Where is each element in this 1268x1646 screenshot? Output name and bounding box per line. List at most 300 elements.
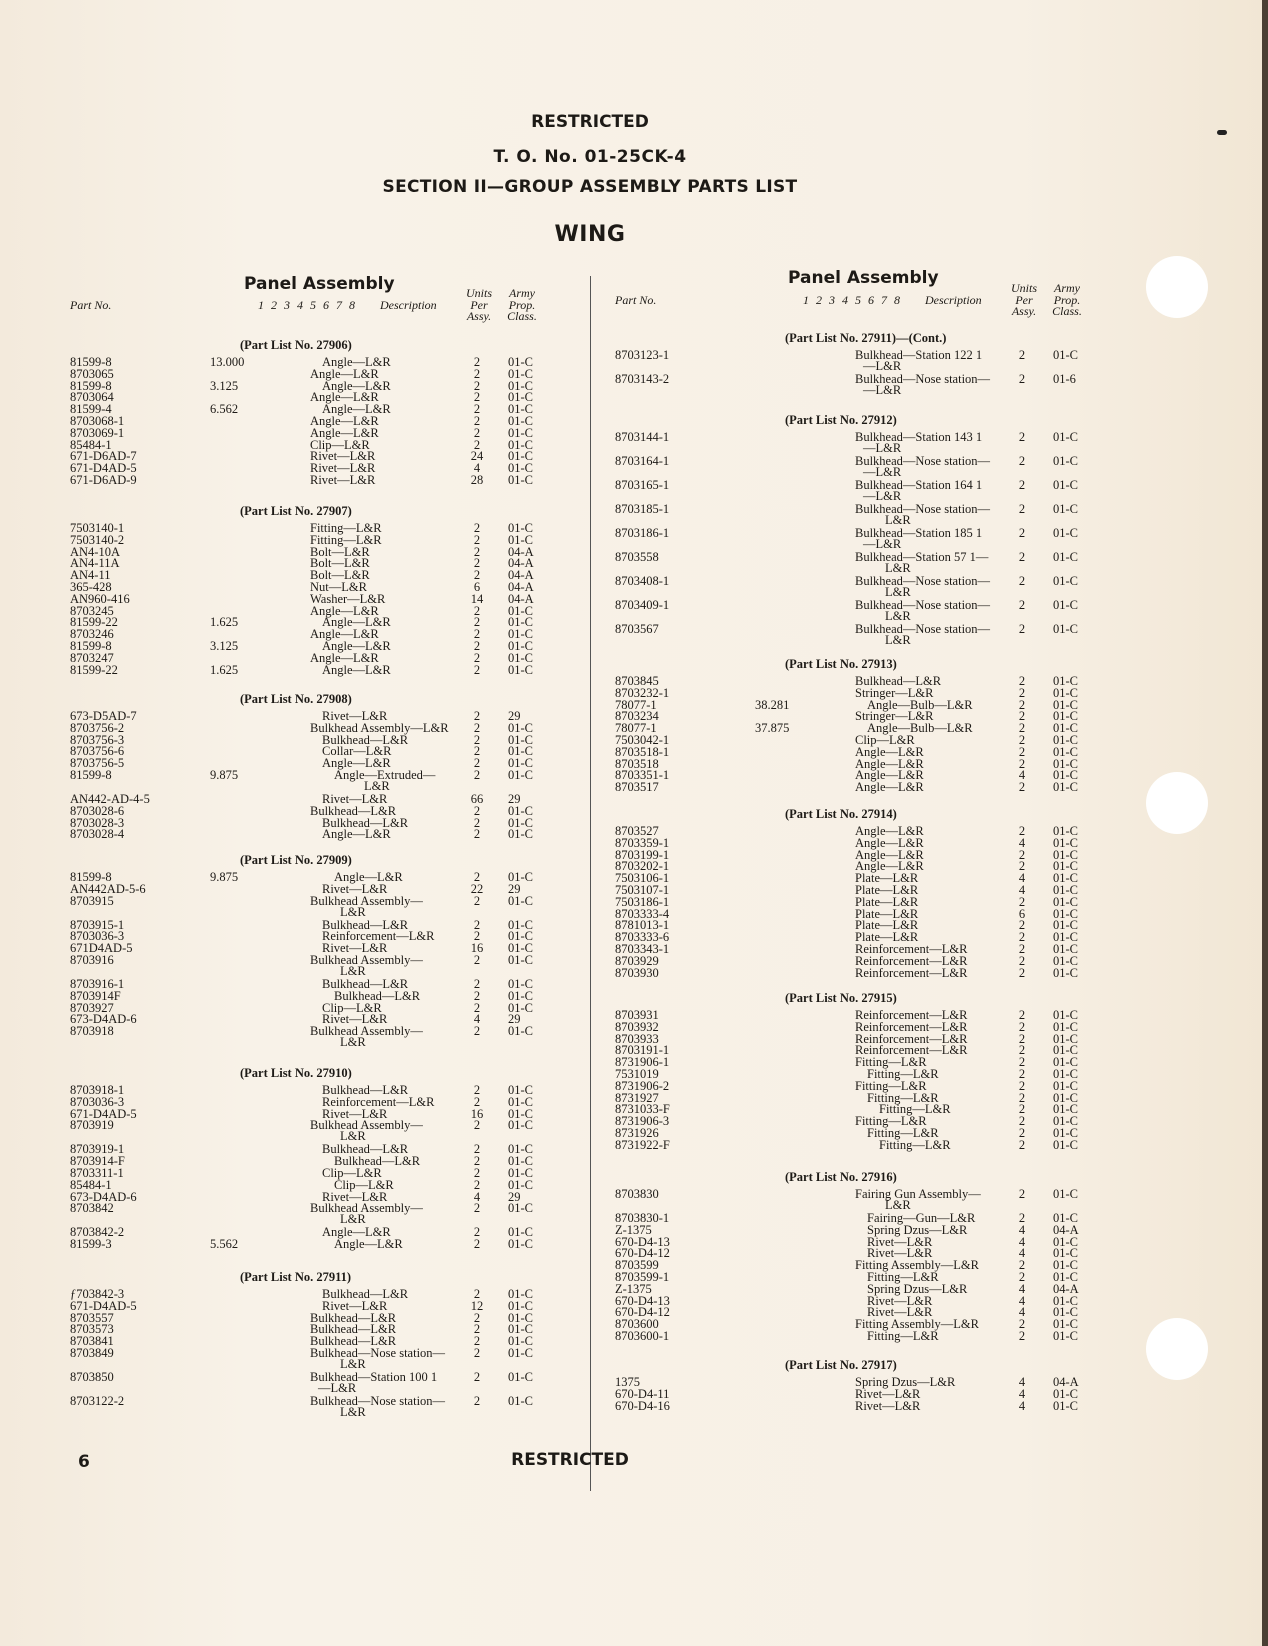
description: Fitting—L&R [867, 1126, 939, 1140]
description: Angle—L&R [310, 650, 379, 665]
units-per-assy: 2 [473, 1201, 481, 1216]
units-per-assy: 2 [473, 1118, 481, 1133]
description: Fitting—L&R [867, 1067, 939, 1081]
description: Spring Dzus—L&R [867, 1222, 968, 1237]
table-row [605, 1236, 1115, 1248]
table-row [605, 1295, 1115, 1307]
description: Reinforcement—L&R [322, 1094, 435, 1109]
army-prop-class: 01-C [1053, 1305, 1078, 1320]
army-prop-class: 01-C [508, 941, 533, 956]
army-prop-class: 01-C [1053, 697, 1078, 712]
army-prop-class: 29 [508, 1012, 521, 1027]
table-row [60, 745, 570, 757]
units-per-assy: 2 [1018, 1211, 1026, 1225]
part-number: 8703186-1 [615, 526, 670, 540]
units-per-assy: 4 [1018, 1281, 1026, 1296]
table-row-continuation [60, 1406, 570, 1418]
army-prop-class: 01-C [1053, 918, 1078, 933]
part-number: 8703933 [615, 1031, 659, 1046]
units-per-assy: 14 [470, 591, 484, 606]
table-row [60, 805, 570, 817]
army-prop-class: 01-C [1053, 1126, 1078, 1140]
part-number: 8703359-1 [615, 835, 670, 850]
description: Angle—L&R [322, 1225, 391, 1240]
army-prop-class: 01-C [508, 1166, 533, 1180]
table-row [605, 781, 1115, 793]
army-prop-class: 01-C [1053, 1031, 1078, 1046]
units-per-assy: 2 [473, 378, 481, 393]
part-number: 8703915-1 [70, 917, 125, 932]
description: Angle—L&R [310, 366, 379, 381]
part-number: 78077-1 [615, 697, 657, 712]
units-per-assy: 2 [473, 1094, 481, 1109]
army-prop-class: 01-C [508, 521, 533, 535]
army-prop-class: 01-C [508, 615, 533, 630]
units-per-assy: 4 [1018, 1305, 1026, 1320]
description: Angle—L&R [322, 355, 391, 369]
part-number: 670-D4-11 [615, 1386, 670, 1401]
army-prop-class: 01-C [508, 390, 533, 405]
part-number: 8703333-4 [615, 906, 670, 921]
army-prop-class: 01-C [1053, 348, 1078, 362]
part-number: AN960-416 [70, 591, 130, 606]
units-per-assy: 2 [1018, 598, 1026, 612]
table-row-continuation [605, 562, 1115, 574]
units-per-assy: 2 [473, 615, 481, 630]
army-prop-class: 01-C [1053, 721, 1078, 736]
army-prop-class: 01-C [1053, 430, 1078, 444]
binder-hole [1146, 772, 1208, 834]
page-edge [1262, 0, 1268, 1646]
description: Nut—L&R [310, 580, 367, 594]
army-prop-class: 01-C [1053, 871, 1078, 886]
army-prop-class: 01-C [508, 1201, 533, 1216]
table-row [605, 1400, 1115, 1412]
part-list-heading: (Part List No. 27914) [785, 807, 897, 821]
army-prop-class: 04-A [508, 580, 534, 594]
part-number: 8703845 [615, 674, 659, 688]
army-prop-class: 01-C [1053, 1067, 1078, 1081]
description: Angle—L&R [855, 768, 924, 783]
army-prop-class: 01-C [508, 744, 533, 759]
army-prop-class: 01-C [508, 1094, 533, 1109]
units-per-assy: 2 [473, 1370, 481, 1384]
description: Angle—L&R [855, 824, 924, 838]
units-per-assy: 4 [1018, 871, 1026, 886]
army-prop-class: 01-C [508, 1083, 533, 1097]
army-prop-class: 04-A [1053, 1222, 1079, 1237]
description: Angle—L&R [334, 1237, 403, 1252]
units-per-assy: 2 [1018, 372, 1026, 386]
part-number: 8731922-F [615, 1137, 670, 1152]
units-per-assy: 2 [1018, 1008, 1026, 1022]
army-prop-class: 29 [508, 709, 521, 723]
army-prop-class: 01-C [1053, 1398, 1078, 1413]
description: Angle—L&R [855, 744, 924, 759]
units-per-assy: 2 [473, 1334, 481, 1349]
units-per-assy: 2 [473, 1237, 481, 1252]
army-prop-class: 29 [508, 792, 521, 806]
description: Clip—L&R [322, 1166, 382, 1180]
units-per-assy: 2 [1018, 430, 1026, 444]
units-per-assy: 2 [1018, 1078, 1026, 1093]
part-number: 7503186-1 [615, 894, 670, 909]
description: Reinforcement—L&R [322, 929, 435, 944]
table-row-continuation [60, 780, 570, 792]
column-divider [590, 276, 591, 1491]
army-prop-class: 01-C [508, 1322, 533, 1337]
dimension: 1.625 [210, 662, 239, 677]
part-number: 8703234 [615, 709, 659, 724]
units-per-assy: 2 [473, 720, 481, 735]
description: Angle—L&R [855, 835, 924, 850]
table-row-continuation [605, 538, 1115, 550]
units-per-assy: 2 [473, 425, 481, 440]
indent-levels-header: 1 2 3 4 5 6 7 8 [258, 298, 357, 312]
description: Angle—L&R [310, 425, 379, 440]
part-number: 8703916 [70, 953, 114, 967]
description: Clip—L&R [855, 733, 915, 747]
part-number: 8703165-1 [615, 478, 670, 492]
description-continuation: L&R [340, 1035, 366, 1050]
part-list-heading: (Part List No. 27907) [240, 504, 352, 518]
units-per-assy: 4 [1018, 1246, 1026, 1261]
part-number: 81599-22 [70, 615, 118, 630]
part-number: 81599-8 [70, 378, 112, 393]
description: Plate—L&R [855, 930, 919, 945]
description: Bulkhead Assembly— [310, 1201, 423, 1216]
army-prop-class: 01-C [508, 437, 533, 452]
army-prop-class: 01-C [508, 1287, 533, 1301]
description: Rivet—L&R [310, 461, 376, 476]
army-prop-class: 01-C [508, 768, 533, 782]
units-per-assy: 2 [473, 1287, 481, 1301]
units-per-assy: 2 [1018, 1114, 1026, 1129]
part-number: 8703245 [70, 603, 114, 618]
units-per-assy: 2 [473, 815, 481, 830]
army-prop-class: 01-C [508, 1024, 533, 1039]
description: Bulkhead—Station 57 1— [855, 550, 989, 564]
description: Fitting Assembly—L&R [855, 1317, 979, 1332]
description-continuation: —L&R [863, 441, 902, 455]
description: Fitting—L&R [310, 532, 382, 547]
description: Reinforcement—L&R [855, 942, 968, 956]
army-prop-class: 01-C [508, 1346, 533, 1360]
part-number: 8703919 [70, 1118, 114, 1133]
description: Angle—Bulb—L&R [867, 697, 973, 712]
units-per-assy: 16 [470, 1106, 484, 1121]
units-per-assy: 2 [1018, 502, 1026, 516]
units-per-assy: 2 [1018, 1043, 1026, 1058]
units-per-assy: 2 [473, 1177, 481, 1192]
part-number: 8703931 [615, 1008, 659, 1022]
units-per-assy: 2 [1018, 1137, 1026, 1152]
description: Fitting—L&R [855, 1055, 927, 1070]
description: Reinforcement—L&R [855, 1019, 968, 1034]
table-row [60, 1155, 570, 1167]
army-prop-class: 01-C [1053, 1246, 1078, 1261]
table-row [605, 687, 1115, 699]
part-number: 670-D4-12 [615, 1246, 670, 1261]
units-per-assy: 2 [1018, 859, 1026, 874]
army-prop-class: 29 [508, 1189, 521, 1204]
description: Reinforcement—L&R [855, 965, 968, 980]
part-number: 8703919-1 [70, 1142, 125, 1157]
units-per-assy: 2 [1018, 1090, 1026, 1105]
army-prop-class: 01-C [508, 1177, 533, 1192]
table-row [605, 896, 1115, 908]
army-prop-class: 01-C [1053, 824, 1078, 838]
part-number: 8703918 [70, 1024, 114, 1039]
units-per-assy: 2 [473, 355, 481, 369]
army-prop-class: 04-A [508, 556, 534, 571]
army-prop-class: 01-C [1053, 1293, 1078, 1308]
part-number: AN442AD-5-6 [70, 881, 146, 896]
units-per-assy: 2 [1018, 1067, 1026, 1081]
description: Bulkhead—Nose station— [855, 598, 991, 612]
units-per-assy: 2 [473, 756, 481, 771]
units-per-assy: 2 [1018, 744, 1026, 759]
army-prop-class: 01-C [1053, 965, 1078, 980]
units-per-assy: 2 [473, 662, 481, 677]
part-number: 8703343-1 [615, 942, 670, 956]
army-prop-class: 01-C [1053, 454, 1078, 468]
army-prop-class: 01-C [1053, 1258, 1078, 1273]
table-row [60, 1084, 570, 1096]
army-prop-class: 01-C [1053, 1008, 1078, 1022]
army-prop-class: 01-C [508, 1118, 533, 1133]
description: Fitting—L&R [867, 1329, 939, 1343]
dimension: 13.000 [210, 355, 245, 369]
units-per-assy: 2 [1018, 550, 1026, 564]
army-prop-class: 01-C [508, 627, 533, 642]
part-number: 8731033-F [615, 1102, 670, 1117]
description: Fitting—L&R [310, 521, 382, 535]
description-continuation: L&R [340, 1129, 366, 1144]
part-number: 670-D4-13 [615, 1293, 670, 1308]
part-list-heading: (Part List No. 27912) [785, 413, 897, 427]
army-prop-class: 01-C [1053, 1317, 1078, 1332]
part-number: 8703246 [70, 627, 114, 642]
part-number: 7503107-1 [615, 883, 670, 897]
description-continuation: —L&R [863, 359, 902, 373]
description: Rivet—L&R [322, 792, 388, 806]
ink-speck [1217, 130, 1227, 135]
units-per-assy: 2 [1018, 953, 1026, 968]
part-number: 8703850 [70, 1370, 114, 1384]
units-per-assy: 2 [473, 929, 481, 944]
table-row-continuation [60, 1130, 570, 1142]
description: Bulkhead—L&R [322, 815, 409, 830]
description: Fitting—L&R [855, 1078, 927, 1093]
part-number: 8703842-2 [70, 1225, 125, 1240]
description-continuation: L&R [885, 585, 911, 599]
description: Angle—L&R [855, 847, 924, 862]
army-prop-class: 01-C [508, 378, 533, 393]
units-per-assy-header [460, 288, 498, 323]
army-prop-class: 01-C [508, 532, 533, 547]
units-per-assy: 2 [473, 768, 481, 782]
description: Angle—L&R [322, 615, 391, 630]
part-number: 8703036-3 [70, 929, 125, 944]
army-prop-class: 01-C [1053, 1090, 1078, 1105]
army-prop-class: 01-C [508, 1394, 533, 1408]
table-row [605, 1224, 1115, 1236]
table-row [60, 368, 570, 380]
army-header-line: Army [1054, 281, 1080, 295]
description: Bulkhead—L&R [322, 977, 409, 991]
description-continuation: L&R [885, 1198, 911, 1212]
part-number: 8703065 [70, 366, 114, 381]
table-row [60, 593, 570, 605]
description: Angle—Extruded— [334, 768, 436, 782]
description: Bulkhead—Station 100 1 [310, 1370, 438, 1384]
army-prop-class: 04-A [1053, 1375, 1079, 1389]
part-number: 8703144-1 [615, 430, 670, 444]
description-continuation: L&R [340, 964, 366, 978]
table-row [60, 883, 570, 895]
units-per-assy: 2 [473, 1346, 481, 1360]
description: Bulkhead—L&R [310, 1334, 397, 1349]
units-per-assy: 2 [473, 917, 481, 932]
units-per-assy: 2 [1018, 348, 1026, 362]
units-per-assy: 2 [1018, 685, 1026, 700]
part-number: 81599-3 [70, 1237, 112, 1252]
description: Bulkhead Assembly— [310, 953, 423, 967]
table-row [605, 1115, 1115, 1127]
army-prop-class: 01-6 [1053, 372, 1076, 386]
description: Rivet—L&R [855, 1386, 921, 1401]
part-number: 8731926 [615, 1126, 659, 1140]
part-list-heading: (Part List No. 27913) [785, 657, 897, 671]
part-list-heading: (Part List No. 27917) [785, 1358, 897, 1372]
description: Bulkhead Assembly— [310, 1118, 423, 1133]
army-prop-class: 01-C [508, 929, 533, 944]
table-row-continuation [605, 466, 1115, 478]
units-per-assy: 4 [1018, 1234, 1026, 1249]
army-prop-class: 01-C [1053, 768, 1078, 783]
binder-hole [1146, 256, 1208, 318]
table-row [60, 391, 570, 403]
description-continuation: L&R [340, 1212, 366, 1227]
description: Angle—L&R [322, 662, 391, 677]
part-number: 671-D6AD-9 [70, 473, 137, 487]
army-prop-class: 01-C [508, 650, 533, 665]
part-number: 8703557 [70, 1310, 114, 1325]
part-number: 81599-8 [70, 870, 112, 884]
description: Bulkhead—L&R [334, 1154, 421, 1169]
units-per-assy: 2 [1018, 1102, 1026, 1117]
part-number: 8703930 [615, 965, 659, 980]
description: Bulkhead—L&R [322, 1287, 409, 1301]
description: Rivet—L&R [310, 449, 376, 464]
section-title: SECTION II—GROUP ASSEMBLY PARTS LIST [382, 177, 798, 197]
part-number: 8703185-1 [615, 502, 670, 516]
army-prop-class: 01-C [1053, 883, 1078, 897]
part-number: 8731906-2 [615, 1078, 670, 1093]
table-row [60, 1300, 570, 1312]
part-number: 8703311-1 [70, 1166, 124, 1180]
part-number: 8703517 [615, 780, 659, 795]
table-row [605, 1271, 1115, 1283]
technical-order-number: T. O. No. 01-25CK-4 [493, 147, 687, 167]
units-per-assy: 2 [473, 1394, 481, 1408]
part-number: 671-D4AD-5 [70, 1298, 137, 1313]
army-prop-class: 01-C [508, 870, 533, 884]
units-per-assy: 2 [473, 1024, 481, 1039]
units-per-assy: 2 [473, 556, 481, 571]
table-row [605, 746, 1115, 758]
units-per-assy: 2 [473, 1154, 481, 1169]
army-prop-class: 01-C [1053, 1329, 1078, 1343]
part-number: 81599-8 [70, 768, 112, 782]
description: Plate—L&R [855, 906, 919, 921]
part-number: 8703932 [615, 1019, 659, 1034]
description: Fitting—L&R [879, 1137, 951, 1152]
description-continuation: L&R [364, 779, 390, 793]
part-number: 7503140-2 [70, 532, 125, 547]
army-prop-class: 01-C [508, 827, 533, 842]
description-continuation: —L&R [863, 537, 902, 551]
part-number: 8703527 [615, 824, 659, 838]
dimension: 6.562 [210, 402, 239, 417]
table-row-continuation [60, 1382, 570, 1394]
army-prop-class: 01-C [508, 355, 533, 369]
units-per-assy: 2 [473, 627, 481, 642]
table-row [605, 1283, 1115, 1295]
description: Stringer—L&R [855, 685, 934, 700]
army-prop-class: 01-C [508, 1310, 533, 1325]
part-number: 8703409-1 [615, 598, 670, 612]
table-row [60, 1179, 570, 1191]
table-row [605, 1259, 1115, 1271]
army-prop-class: 01-C [1053, 1043, 1078, 1058]
dimension: 3.125 [210, 378, 239, 393]
table-row [60, 628, 570, 640]
units-per-assy: 4 [1018, 1386, 1026, 1401]
units-per-assy: 2 [473, 437, 481, 452]
units-per-assy: 2 [473, 709, 481, 723]
dimension: 9.875 [210, 870, 239, 884]
part-number: 81599-8 [70, 639, 112, 653]
army-header-line: Army [509, 286, 535, 300]
part-number: 8703122-2 [70, 1394, 125, 1408]
army-prop-class: 01-C [1053, 685, 1078, 700]
army-prop-class: 01-C [1053, 1114, 1078, 1129]
description: Rivet—L&R [310, 473, 376, 487]
table-row-continuation [605, 610, 1115, 622]
units-per-assy: 2 [473, 870, 481, 884]
army-prop-class: 01-C [508, 756, 533, 771]
units-per-assy: 4 [1018, 1293, 1026, 1308]
description: Angle—L&R [310, 414, 379, 428]
table-row [60, 734, 570, 746]
units-per-assy: 2 [1018, 709, 1026, 724]
table-row [60, 990, 570, 1002]
army-prop-class: 01-C [508, 1334, 533, 1349]
units-per-assy: 2 [1018, 733, 1026, 747]
table-row [60, 919, 570, 931]
units-per-assy: 2 [1018, 847, 1026, 862]
army-prop-class: 01-C [508, 1142, 533, 1157]
description: Fitting—L&R [855, 1114, 927, 1129]
army-prop-class: 01-C [508, 732, 533, 747]
army-prop-class: 01-C [1053, 550, 1078, 564]
army-prop-class: 01-C [1053, 859, 1078, 874]
army-prop-class: 01-C [508, 893, 533, 908]
part-number: 671-D4AD-5 [70, 1106, 137, 1121]
table-row [60, 1096, 570, 1108]
